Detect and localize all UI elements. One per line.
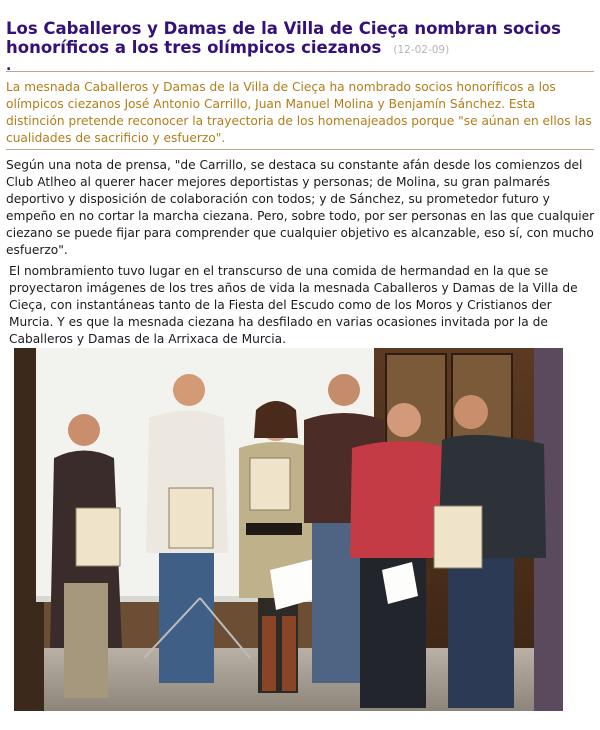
article-paragraph-2: El nombramiento tuvo lugar en el transcurso de una comida de hermandad en la que se proyectaron imágenes de los tres años de vida la mesnada Caballeros y Damas de la Villa de Cieça, con instantáneas tanto de la Fiesta del Escudo como de los Moros y Cristianos der Murcia. Y es que la mesnada ciezana ha desfilado en varias ocasiones invitada por la de Caballeros y Damas de la Arrixaca de Murcia. bbox=[9, 264, 578, 346]
article-date: (12-02-09) bbox=[393, 44, 450, 57]
article-title-text: Los Caballeros y Damas de la Villa de Cieça nombran socios honoríficos a los tres olímpicos ciezanos bbox=[6, 19, 561, 58]
divider-lead bbox=[6, 149, 594, 150]
divider-top bbox=[6, 71, 594, 72]
article-title bbox=[6, 19, 566, 75]
article-photo bbox=[14, 348, 563, 711]
group-photo-image bbox=[14, 348, 563, 711]
article-lead: La mesnada Caballeros y Damas de la Villa de Cieça ha nombrado socios honoríficos a los olímpicos ciezanos José Antonio Carrillo, Juan Manuel Molina y Benjamín Sánchez. Esta distinción pretende reconocer la trayectoria de los homenajeados porque "se aúnan en ellos las cualidades de sacrificio y esfuerzo". bbox=[6, 80, 592, 145]
article-paragraph-1: Según una nota de prensa, "de Carrillo, se destaca su constante afán desde los comienzos del Club Atlheo al querer hacer mejores deportistas y personas; de Molina, su gran palmarés deportivo y disposición de colaboración con todos; y de Sánchez, su prometedor futuro y empeño en no cortar la marcha ciezana. Pero, sobre todo, por ser personas en las que cualquier ciezano se puede fijar para comprender que cualquier objetivo es alcanzable, eso sí, con mucho esfuerzo". bbox=[6, 158, 595, 257]
title-dot: . bbox=[6, 58, 12, 75]
